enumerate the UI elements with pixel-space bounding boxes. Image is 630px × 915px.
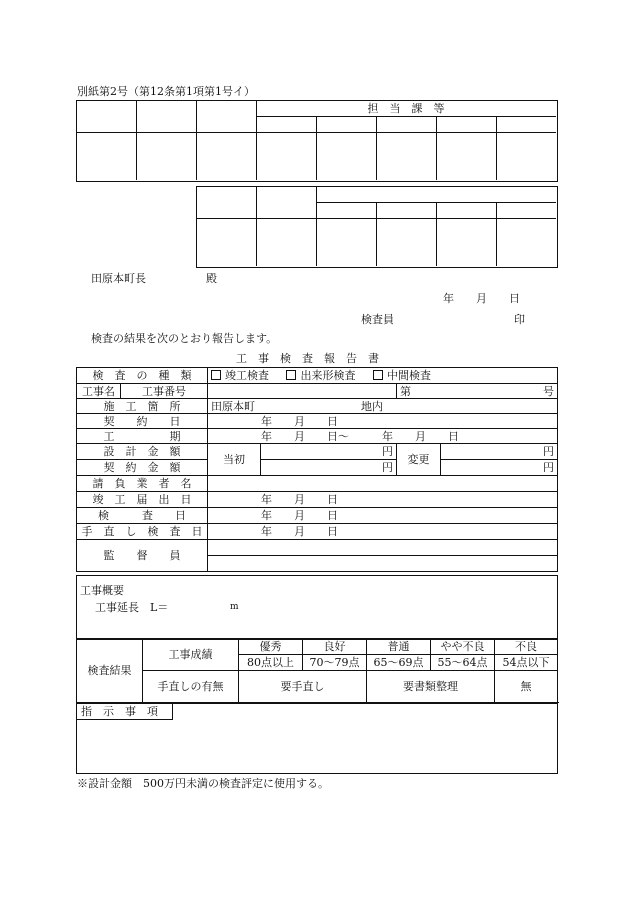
inspector-label: 検査員 — [361, 313, 394, 326]
completion-notice-field[interactable]: 年 月 日 — [208, 492, 558, 508]
fix-documents[interactable]: 要書類整理 — [367, 671, 495, 703]
row-design-amount — [77, 444, 558, 460]
location-field[interactable]: 田原本町 地内 — [208, 399, 558, 414]
seal-mark: 印 — [514, 313, 525, 326]
supervisor-field-2[interactable] — [208, 556, 558, 572]
checkbox-progress[interactable] — [286, 370, 296, 380]
fix-label: 手直しの有無 — [143, 671, 239, 703]
reinspection-date-label: 手 直 し 検 査 日 — [77, 524, 208, 540]
approval-header: 担 当 課 等 — [367, 102, 445, 115]
inspection-date-label: 検 査 日 — [77, 508, 208, 524]
grade-excellent[interactable]: 優秀 — [239, 639, 303, 655]
contract-amount-label: 契 約 金 額 — [77, 460, 208, 476]
length-label: 工事延長 L＝ — [95, 601, 169, 614]
instructions-field[interactable] — [80, 720, 552, 768]
row-inspection-type — [77, 368, 558, 384]
checkbox-interim[interactable] — [373, 370, 383, 380]
honorific: 殿 — [206, 272, 217, 285]
contractor-field[interactable] — [208, 476, 558, 492]
supervisor-label: 監 督 員 — [77, 540, 208, 572]
contract-amount-change[interactable]: 円 — [441, 460, 558, 476]
fix-required[interactable]: 要手直し — [239, 671, 367, 703]
contract-date-field[interactable]: 年 月 日 — [208, 414, 558, 429]
contractor-label: 請 負 業 者 名 — [77, 476, 208, 492]
inspection-type-options: 竣工検査 出来形検査 中間検査 — [208, 368, 558, 384]
approval-table-bottom — [196, 186, 558, 268]
instructions-label: 指 示 事 項 — [81, 705, 158, 718]
addressee: 田原本町長 — [91, 272, 146, 285]
work-number-field[interactable] — [208, 384, 397, 399]
row-reinspection-date — [77, 524, 558, 540]
period-field[interactable]: 年 月 日～ 年 月 日 — [208, 429, 558, 444]
row-period — [77, 429, 558, 444]
report-date: 年 月 日 — [443, 292, 520, 305]
location-label: 施 工 箇 所 — [77, 399, 208, 414]
work-number-value[interactable]: 第 号 — [397, 384, 558, 399]
range-slightly-poor: 55～64点 — [431, 655, 495, 671]
range-excellent: 80点以上 — [239, 655, 303, 671]
row-supervisor-1 — [77, 540, 558, 556]
reinspection-date-field[interactable]: 年 月 日 — [208, 524, 558, 540]
range-poor: 54点以下 — [495, 655, 558, 671]
contract-amount-initial[interactable]: 円 — [261, 460, 397, 476]
form-reference: 別紙第2号（第12条第1項第1号イ） — [77, 85, 255, 98]
grade-poor[interactable]: 不良 — [495, 639, 558, 655]
row-inspection-date — [77, 508, 558, 524]
contract-date-label: 契 約 日 — [77, 414, 208, 429]
row-work-name — [77, 384, 558, 399]
initial-label: 当初 — [208, 444, 261, 476]
design-amount-change[interactable]: 円 — [441, 444, 558, 460]
inspection-date-field[interactable]: 年 月 日 — [208, 508, 558, 524]
supervisor-field-1[interactable] — [208, 540, 558, 556]
range-average: 65～69点 — [367, 655, 431, 671]
row-contractor — [77, 476, 558, 492]
intro-text: 検査の結果を次のとおり報告します。 — [91, 332, 278, 345]
results-label: 検査結果 — [77, 639, 143, 703]
checkbox-completion[interactable] — [211, 370, 221, 380]
row-contract-amount — [77, 460, 558, 476]
footnote: ※設計金額 500万円未満の検査評定に使用する。 — [77, 777, 329, 790]
period-label: 工 期 — [77, 429, 208, 444]
grade-slightly-poor[interactable]: やや不良 — [431, 639, 495, 655]
range-good: 70～79点 — [303, 655, 367, 671]
report-title: 工 事 検 査 報 告 書 — [236, 352, 379, 365]
length-field[interactable] — [175, 602, 225, 614]
row-completion-notice — [77, 492, 558, 508]
row-location — [77, 399, 558, 414]
work-name-label: 工事名 — [77, 384, 121, 399]
row-contract-date — [77, 414, 558, 429]
length-unit: m — [230, 602, 239, 612]
change-label: 変更 — [397, 444, 441, 476]
overview-heading: 工事概要 — [80, 584, 124, 597]
inspection-form-table — [76, 367, 558, 572]
design-amount-label: 設 計 金 額 — [77, 444, 208, 460]
grade-average[interactable]: 普通 — [367, 639, 431, 655]
inspection-type-label: 検 査 の 種 類 — [77, 368, 208, 384]
fix-none[interactable]: 無 — [495, 671, 558, 703]
results-table — [76, 638, 558, 703]
work-number-label: 工事番号 — [121, 384, 208, 399]
score-label: 工事成績 — [143, 639, 239, 671]
design-amount-initial[interactable]: 円 — [261, 444, 397, 460]
completion-notice-label: 竣 工 届 出 日 — [77, 492, 208, 508]
grade-good[interactable]: 良好 — [303, 639, 367, 655]
